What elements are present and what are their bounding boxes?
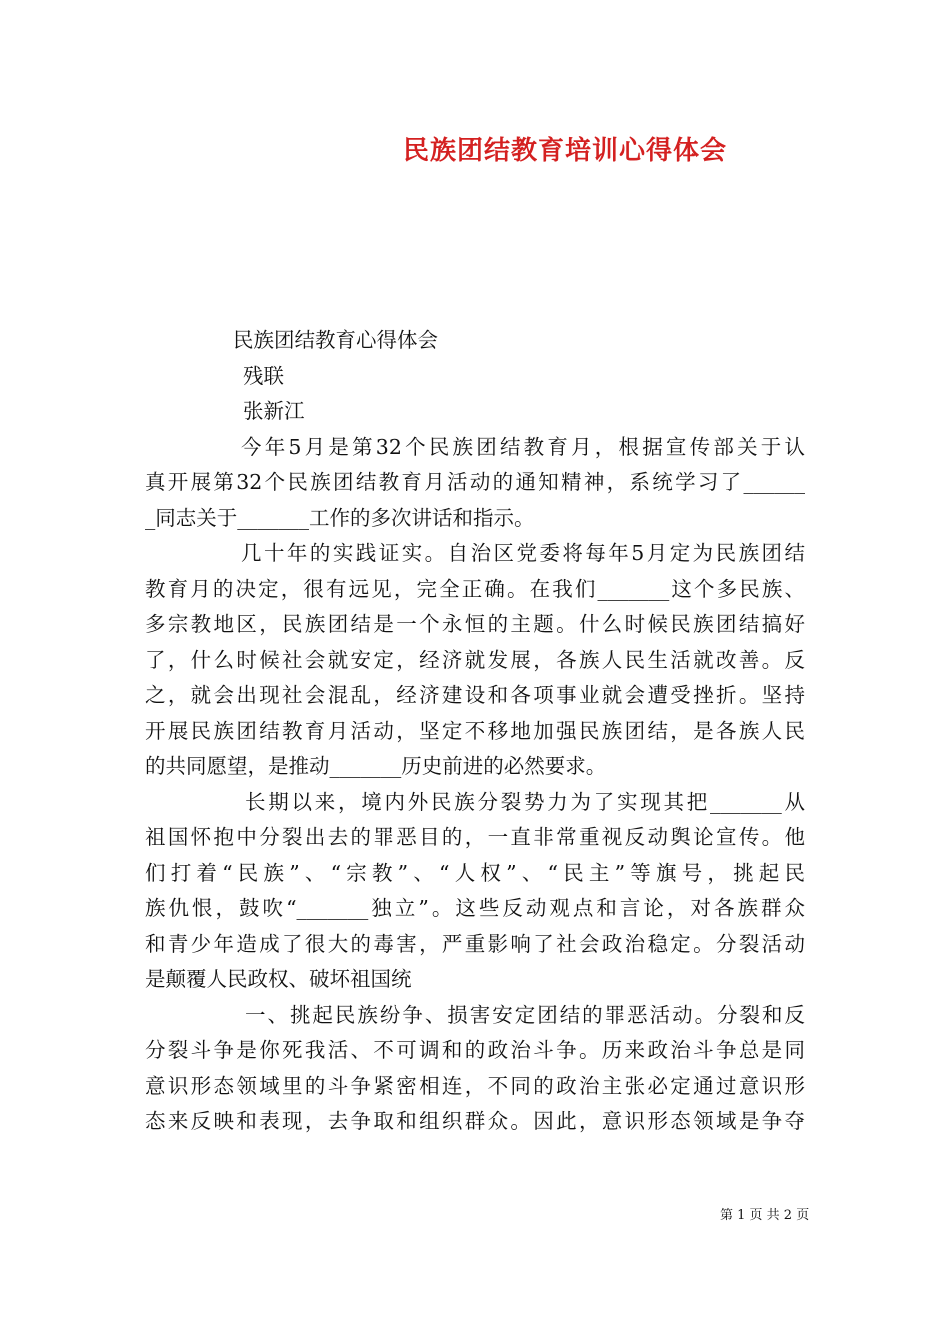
paragraph-4	[145, 998, 805, 1140]
paragraph-line: 意识形态领域里的斗争紧密相连，不同的政治主张必定通过意识形	[145, 1073, 805, 1098]
paragraph-line: 几十年的实践证实。自治区党委将每年5月定为民族团结	[241, 541, 805, 565]
document-body	[145, 323, 805, 1140]
paragraph-line: 族仇恨，鼓吹“_______独立”。这些反动观点和言论，对各族群众	[145, 896, 805, 920]
paragraph-line: 教育月的决定，很有远见，完全正确。在我们_______这个多民族、	[145, 576, 805, 601]
paragraph-line: 祖国怀抱中分裂出去的罪恶目的，一直非常重视反动舆论宣传。他	[145, 825, 805, 849]
paragraph-line: _同志关于_______工作的多次讲话和指示。	[145, 505, 535, 530]
paragraph-line: 们打着“民族”、“宗教”、“人权”、“民主”等旗号，挑起民	[145, 860, 805, 885]
paragraph-line: 一、挑起民族纷争、损害安定团结的罪恶活动。分裂和反	[245, 1002, 805, 1027]
paragraph-line: 态来反映和表现，去争取和组织群众。因此，意识形态领域是争夺	[145, 1109, 805, 1133]
paragraph-line: 多宗教地区，民族团结是一个永恒的主题。什么时候民族团结搞好	[145, 612, 805, 636]
document-title: 民族团结教育培训心得体会	[402, 136, 727, 166]
paragraph-line: 了，什么时候社会就安定，经济就发展，各族人民生活就改善。反	[145, 647, 805, 672]
author-name: 张新江	[243, 399, 305, 423]
paragraph-3	[145, 785, 805, 998]
paragraph-line: 之，就会出现社会混乱，经济建设和各项事业就会遭受挫折。坚持	[145, 683, 805, 707]
paragraph-line: 分裂斗争是你死我活、不可调和的政治斗争。历来政治斗争总是同	[145, 1038, 805, 1062]
paragraph-line: 的共同愿望，是推动_______历史前进的必然要求。	[145, 754, 607, 778]
page-number: 第 1 页 共 2 页	[720, 1208, 810, 1223]
paragraph-2	[145, 536, 805, 785]
paragraph-line: 真开展第32个民族团结教育月活动的通知精神，系统学习了______	[145, 470, 805, 494]
author-organization: 残联	[243, 363, 284, 388]
paragraph-line: 长期以来，境内外民族分裂势力为了实现其把_______从	[245, 789, 805, 814]
subtitle: 民族团结教育心得体会	[233, 328, 438, 352]
paragraph-line: 是颠覆人民政权、破坏祖国统	[145, 967, 412, 991]
paragraph-line: 今年5月是第32个民族团结教育月，根据宣传部关于认	[241, 434, 805, 459]
paragraph-1	[145, 430, 805, 537]
paragraph-line: 开展民族团结教育月活动，坚定不移地加强民族团结，是各族人民	[145, 718, 805, 743]
paragraph-line: 和青少年造成了很大的毒害，严重影响了社会政治稳定。分裂活动	[145, 931, 805, 956]
